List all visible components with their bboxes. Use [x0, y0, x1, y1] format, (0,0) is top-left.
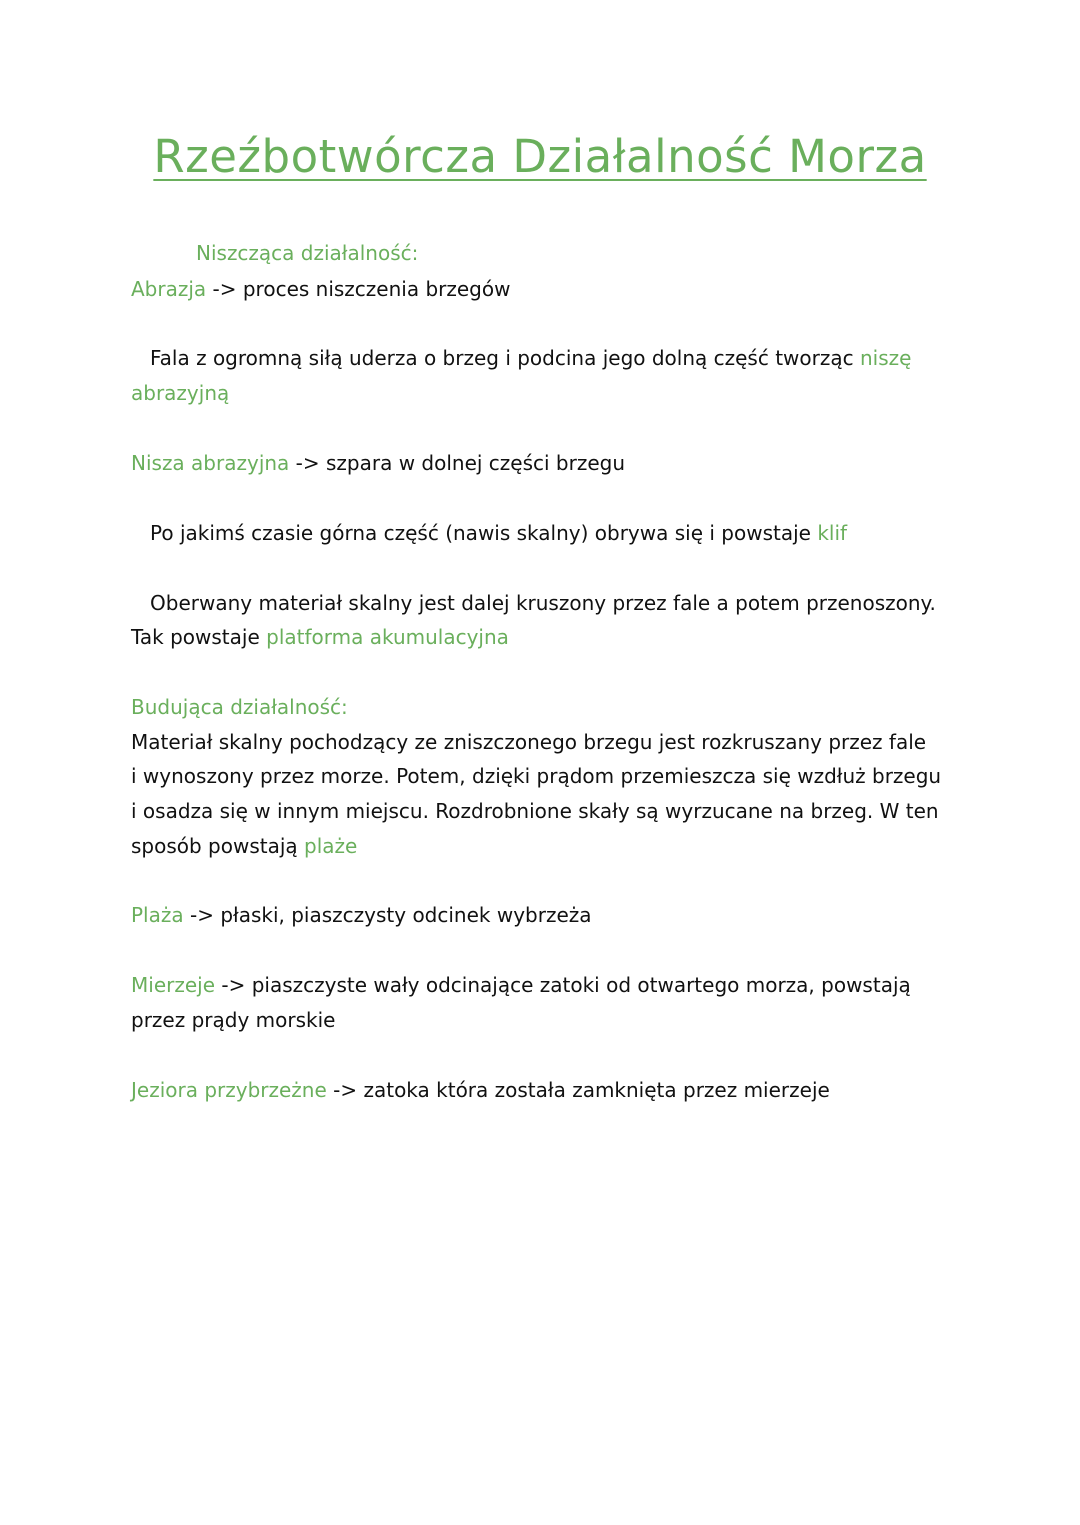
abrazja-def: -> proces niszczenia brzegów: [206, 277, 511, 301]
klif-term: klif: [817, 521, 848, 545]
abrazyjna-term: abrazyjną: [131, 381, 230, 405]
constructive-paragraph-line3: i osadza się w innym miejscu. Rozdrobnione skały są wyrzucane na brzeg. W ten: [131, 799, 939, 823]
destructive-heading: Niszcząca działalność:: [196, 241, 419, 265]
plaza-term: Plaża: [131, 903, 184, 927]
mierzeje-term: Mierzeje: [131, 973, 216, 997]
nisza-term: Nisza abrazyjna: [131, 451, 290, 475]
mierzeje-def: -> piaszczyste wały odcinające zatoki od otwartego morza, powstają: [215, 973, 911, 997]
constructive-heading: Budująca działalność:: [131, 695, 348, 719]
platforma-term: platforma akumulacyjna: [266, 625, 509, 649]
plaze-term: plaże: [304, 834, 358, 858]
nisze-term: niszę: [859, 346, 912, 370]
page-title: Rzeźbotwórcza Działalność Morza: [153, 130, 927, 183]
jeziora-term: Jeziora przybrzeżne: [131, 1078, 327, 1102]
klif-paragraph: [150, 516, 847, 551]
nisza-definition: [131, 446, 625, 481]
constructive-paragraph-line2: i wynoszony przez morze. Potem, dzięki prądom przemieszcza się wzdłuż brzegu: [131, 764, 942, 788]
abrazja-term: Abrazja: [131, 277, 207, 301]
plaza-definition: [131, 898, 592, 933]
constructive-text-end: sposób powstają: [131, 834, 305, 858]
mierzeje-definition-line1: [131, 968, 911, 1003]
constructive-paragraph-line4: [131, 829, 357, 864]
nisza-def: -> szpara w dolnej części brzegu: [289, 451, 626, 475]
klif-text: Po jakimś czasie górna część (nawis skalny) obrywa się i powstaje: [150, 521, 818, 545]
abrazja-definition: [131, 272, 510, 307]
constructive-paragraph-line1: Materiał skalny pochodzący ze zniszczonego brzegu jest rozkruszany przez fale: [131, 730, 927, 754]
jeziora-definition: [131, 1073, 830, 1108]
fala-paragraph-line1: [150, 341, 911, 376]
mierzeje-definition-line2: przez prądy morskie: [131, 1008, 336, 1032]
platforma-text: Tak powstaje: [131, 625, 267, 649]
platforma-paragraph-line2: [131, 620, 509, 655]
plaza-def: -> płaski, piaszczysty odcinek wybrzeża: [183, 903, 592, 927]
jeziora-def: -> zatoka która została zamknięta przez mierzeje: [326, 1078, 830, 1102]
platforma-paragraph-line1: Oberwany materiał skalny jest dalej kruszony przez fale a potem przenoszony.: [150, 591, 936, 615]
fala-text: Fala z ogromną siłą uderza o brzeg i podcina jego dolną część tworząc: [150, 346, 860, 370]
